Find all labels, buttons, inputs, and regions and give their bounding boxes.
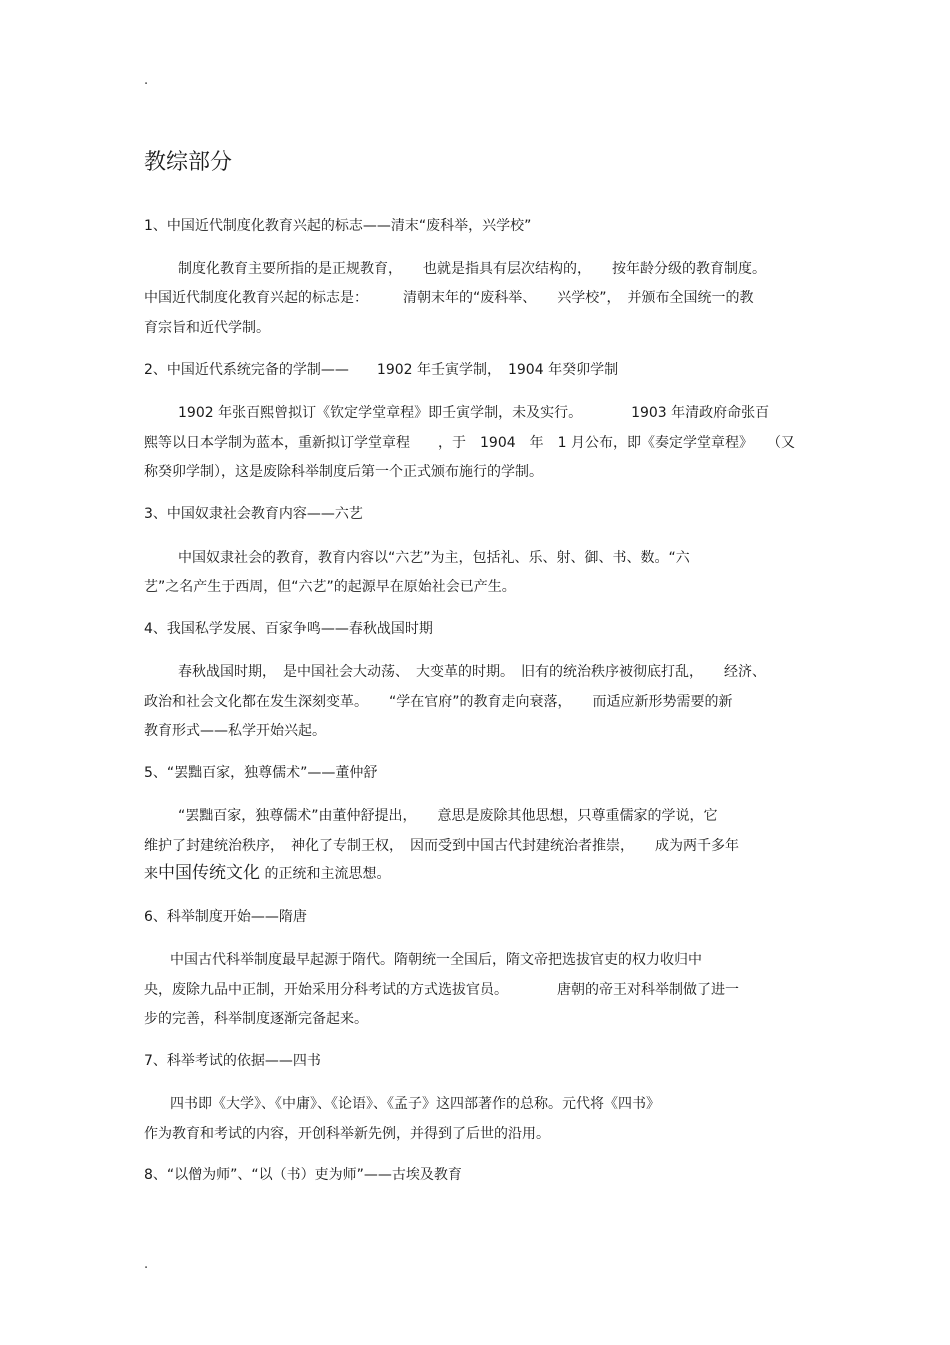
section-heading-4: 4、我国私学发展、百家争鸣——春秋战国时期	[144, 621, 433, 637]
section-heading-7: 7、科举考试的依据——四书	[144, 1053, 321, 1069]
section-heading-2: 2、中国近代系统完备的学制—— 1902 年壬寅学制， 1904 年癸卯学制	[144, 362, 619, 378]
page-top-marker: .	[144, 73, 149, 88]
section-6-line-1: 中国古代科举制度最早起源于隋代。隋朝统一全国后，隋文帝把选拔官吏的权力收归中	[170, 952, 702, 968]
section-5-line-3	[144, 863, 390, 884]
section-5-line-3-after: 的正统和主流思想。	[260, 866, 391, 882]
section-heading-3: 3、中国奴隶社会教育内容——六艺	[144, 506, 363, 522]
section-1-line-2: 中国近代制度化教育兴起的标志是： 清朝末年的“废科举、 兴学校”， 并颁布全国统一的教	[144, 290, 754, 306]
section-4-line-3: 教育形式——私学开始兴起。	[144, 723, 326, 739]
section-5-line-3-emphasis: 中国传统文化	[158, 863, 260, 883]
section-2-line-1: 1902 年张百熙曾拟订《钦定学堂章程》即壬寅学制，未及实行。 1903 年清政府命张百	[178, 405, 770, 421]
section-4-line-2: 政治和社会文化都在发生深刻变革。 “学在官府”的教育走向衰落， 而适应新形势需要的新	[144, 694, 733, 710]
section-2-line-2: 熙等以日本学制为蓝本，重新拟订学堂章程 ，于 1904 年 1 月公布，即《奏定学堂章程》 （又	[144, 435, 795, 451]
section-5-line-3-before: 来	[144, 866, 158, 882]
section-2-line-3: 称癸卯学制），这是废除科举制度后第一个正式颁布施行的学制。	[144, 464, 543, 480]
section-7-line-2: 作为教育和考试的内容，开创科举新先例，并得到了后世的沿用。	[144, 1126, 550, 1142]
page-title: 教综部分	[144, 150, 233, 175]
section-6-line-2: 央，废除九品中正制，开始采用分科考试的方式选拔官员。 唐朝的帝王对科举制做了进一	[144, 982, 739, 998]
section-5-line-2: 维护了封建统治秩序， 神化了专制王权， 因而受到中国古代封建统治者推崇， 成为两千多年	[144, 838, 739, 854]
section-heading-1: 1、中国近代制度化教育兴起的标志——清末“废科举，兴学校”	[144, 218, 532, 234]
section-heading-6: 6、科举制度开始——隋唐	[144, 909, 307, 925]
section-3-line-1: 中国奴隶社会的教育，教育内容以“六艺”为主，包括礼、乐、射、御、书、数。“六	[178, 550, 690, 566]
section-1-line-1: 制度化教育主要所指的是正规教育， 也就是指具有层次结构的， 按年龄分级的教育制度。	[178, 261, 766, 277]
section-1-line-3: 育宗旨和近代学制。	[144, 320, 270, 336]
section-3-line-2: 艺”之名产生于西周，但“六艺”的起源早在原始社会已产生。	[144, 579, 516, 595]
section-7-line-1: 四书即《大学》、《中庸》、《论语》、《孟子》这四部著作的总称。元代将《四书》	[170, 1096, 660, 1112]
section-4-line-1: 春秋战国时期， 是中国社会大动荡、 大变革的时期。 旧有的统治秩序被彻底打乱， 经济、	[178, 664, 766, 680]
section-5-line-1: “罢黜百家，独尊儒术”由董仲舒提出， 意思是废除其他思想，只尊重儒家的学说，它	[178, 808, 718, 824]
section-heading-8: 8、“以僧为师”、“以（书）吏为师”——古埃及教育	[144, 1167, 462, 1183]
section-heading-5: 5、“罢黜百家，独尊儒术”——董仲舒	[144, 765, 378, 781]
page-bottom-marker: .	[144, 1257, 149, 1272]
section-6-line-3: 步的完善，科举制度逐渐完备起来。	[144, 1011, 368, 1027]
